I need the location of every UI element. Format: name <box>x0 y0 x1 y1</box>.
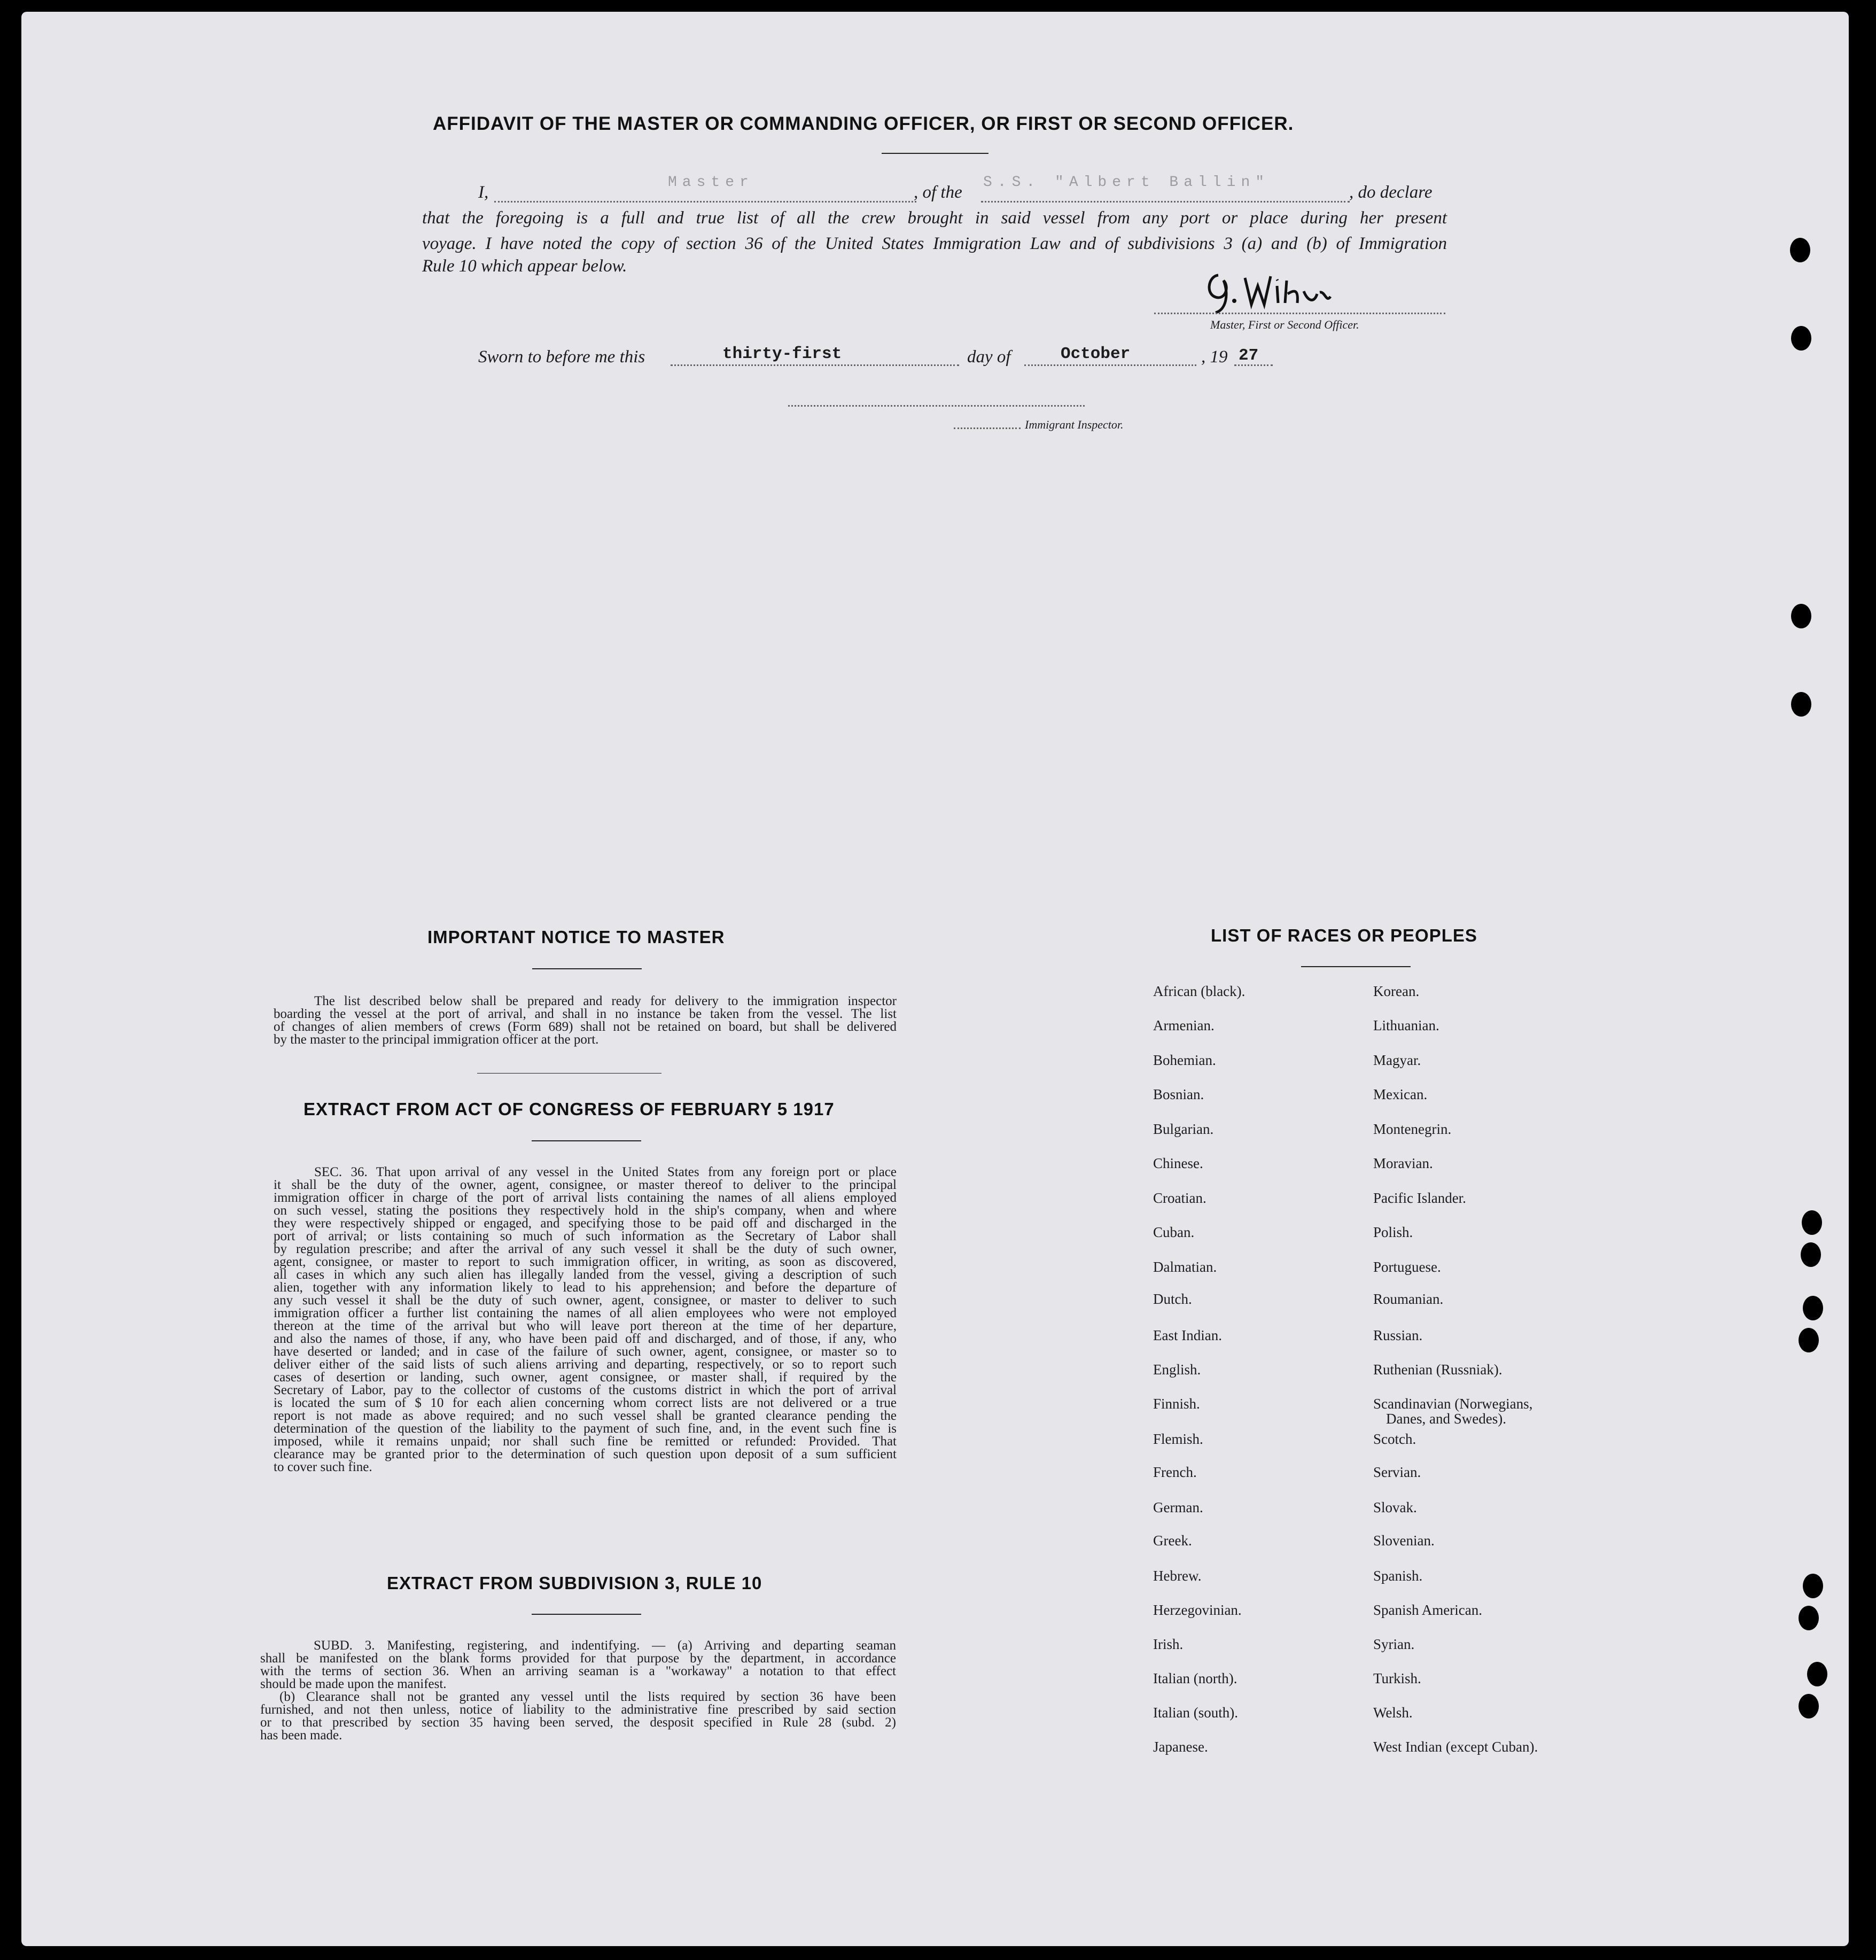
race-item: Japanese. <box>1153 1739 1208 1755</box>
affidavit-i: I, <box>478 183 489 202</box>
race-item: Spanish American. <box>1373 1602 1482 1618</box>
divider <box>532 1614 641 1615</box>
act-line: immigration officer in charge of the port of arrival lists containing the names of all aliens employed <box>274 1191 897 1205</box>
race-item: East Indian. <box>1153 1327 1222 1343</box>
rule-line: shall be manifested on the blank forms provided for that purpose by the department, in accordance <box>260 1651 896 1666</box>
affidavit-line-4: Rule 10 which appear below. <box>422 256 627 276</box>
act-line: alien, together with any information likely to lead to his apprehension; and before the departure of <box>274 1280 897 1295</box>
race-item: Greek. <box>1153 1533 1192 1549</box>
race-item: Roumanian. <box>1373 1291 1444 1307</box>
race-item: Herzegovinian. <box>1153 1602 1242 1618</box>
act-line: on such vessel, stating the positions they respectively hold in the ship's company, when and where <box>274 1203 897 1218</box>
divider <box>532 968 642 969</box>
race-item: Servian. <box>1373 1464 1421 1480</box>
divider <box>477 1073 661 1074</box>
race-item: Lithuanian. <box>1373 1017 1439 1033</box>
sworn-prefix: Sworn to before me this <box>478 347 645 367</box>
punch-hole <box>1791 692 1811 717</box>
sworn-month: October <box>1061 345 1131 363</box>
race-item: Dutch. <box>1153 1291 1192 1307</box>
act-line: report is not made as above required; and no such vessel shall be granted clearance pending the <box>274 1409 897 1423</box>
race-item: Syrian. <box>1373 1636 1415 1652</box>
race-item: Dalmatian. <box>1153 1259 1217 1275</box>
rule-line: furnished, and not then unless, notice of liability to the administrative fine prescribed by said section <box>260 1702 896 1717</box>
race-item: Spanish. <box>1373 1568 1423 1584</box>
notice-text <box>274 995 897 1046</box>
punch-hole <box>1802 1210 1822 1235</box>
extract-rule-title: EXTRACT FROM SUBDIVISION 3, RULE 10 <box>387 1573 762 1593</box>
extract-act-title: EXTRACT FROM ACT OF CONGRESS OF FEBRUARY 5 1917 <box>303 1099 835 1119</box>
race-item: Montenegrin. <box>1373 1121 1452 1137</box>
rule-line: SUBD. 3. Manifesting, registering, and indentifying. — (a) Arriving and departing seaman <box>314 1638 896 1653</box>
act-line: they were respectively shipped or engaged, and specifying those to be paid off and discharged in the <box>274 1216 897 1231</box>
race-item: Flemish. <box>1153 1431 1203 1447</box>
notice-title: IMPORTANT NOTICE TO MASTER <box>427 927 725 947</box>
race-item: Chinese. <box>1153 1155 1203 1171</box>
rule-line: with the terms of section 36. When an arriving seaman is a "workaway" a notation to that effect <box>260 1664 896 1678</box>
inspector-line <box>788 405 1085 407</box>
race-item: Bosnian. <box>1153 1086 1204 1102</box>
race-item: Cuban. <box>1153 1224 1195 1240</box>
year-prefix: , 19 <box>1201 347 1228 367</box>
race-item: Portuguese. <box>1373 1259 1441 1275</box>
act-line: cases of desertion or landing, such owner, agent consignee, or master shall, if required by the <box>274 1370 897 1385</box>
master-signature <box>1202 265 1341 318</box>
races-title: LIST OF RACES OR PEOPLES <box>1211 925 1477 945</box>
race-item: Bulgarian. <box>1153 1121 1214 1137</box>
signature-line <box>1154 313 1445 314</box>
race-item: Ruthenian (Russniak). <box>1373 1362 1503 1378</box>
act-line: deliver either of the said lists of such aliens arriving and departing, respectively, or so to report such <box>274 1357 897 1372</box>
act-line: Secretary of Labor, pay to the collector of customs of the customs district in which the port of arrival <box>274 1383 897 1397</box>
race-item: Welsh. <box>1373 1705 1413 1721</box>
punch-hole <box>1790 238 1810 262</box>
punch-hole <box>1799 1694 1819 1718</box>
act-line: immigration officer a further list containing the names of all alien employees who were not employed <box>274 1306 897 1320</box>
inspector-line-2 <box>954 427 1021 429</box>
act-line: to cover such fine. <box>274 1460 372 1474</box>
act-line: all cases in which any such alien has illegally landed from the vessel, giving a description of such <box>274 1267 897 1282</box>
master-filled: Master <box>668 174 754 191</box>
signature-caption: Master, First or Second Officer. <box>1210 318 1359 331</box>
race-item: French. <box>1153 1464 1197 1480</box>
race-item: English. <box>1153 1362 1201 1378</box>
vessel-filled: S.S. "Albert Ballin" <box>983 174 1270 191</box>
notice-line: of changes of alien members of crews (Form 689) shall not be retained on board, but shall be delivered <box>274 1020 897 1034</box>
race-item: West Indian (except Cuban). <box>1373 1739 1538 1755</box>
race-item: African (black). <box>1153 983 1246 999</box>
race-item: Moravian. <box>1373 1155 1433 1171</box>
act-line: it shall be the duty of the owner, agent, consignee, or master thereof to deliver to the principal <box>274 1178 897 1192</box>
race-item: Korean. <box>1373 983 1420 999</box>
notice-line: by the master to the principal immigration officer at the port. <box>274 1032 599 1047</box>
race-item: Slovak. <box>1373 1499 1417 1515</box>
race-item: Italian (north). <box>1153 1670 1237 1686</box>
punch-hole <box>1799 1606 1819 1630</box>
sworn-day-field <box>671 364 959 366</box>
act-line: and also the names of those, if any, who have been paid off and discharged, and of those, if any, who <box>274 1332 897 1346</box>
affidavit-declare: , do declare <box>1349 183 1433 202</box>
affidavit-title: AFFIDAVIT OF THE MASTER OR COMMANDING OFFICER, OR FIRST OR SECOND OFFICER. <box>433 113 1294 134</box>
punch-hole <box>1791 326 1811 351</box>
race-item: Italian (south). <box>1153 1705 1238 1721</box>
race-item: Bohemian. <box>1153 1052 1216 1068</box>
divider <box>1301 966 1411 967</box>
master-name-field <box>494 201 916 203</box>
race-item: Hebrew. <box>1153 1568 1202 1584</box>
act-line: have deserted or landed; and in case of the failure of such owner, agent, consignee, or master so to <box>274 1344 897 1359</box>
punch-hole <box>1799 1328 1819 1352</box>
race-item: Scandinavian (Norwegians, <box>1373 1396 1533 1412</box>
sworn-year: 27 <box>1239 346 1259 365</box>
notice-line: The list described below shall be prepared and ready for delivery to the immigration inspector <box>314 994 897 1008</box>
divider <box>882 153 988 154</box>
rule-line: has been made. <box>260 1728 342 1743</box>
rule-line: or to that prescribed by section 35 having been served, the desposit specified in Rule 28 (subd. 2) <box>260 1715 896 1730</box>
act-line: port of arrival; or lists containing so much of such information as the Secretary of Labor shall <box>274 1229 897 1243</box>
race-item: Mexican. <box>1373 1086 1428 1102</box>
race-item: Scotch. <box>1373 1431 1416 1447</box>
act-line: agent, consignee, or master to report to such immigration officer, in writing, as soon as discovered, <box>274 1255 897 1269</box>
act-line: imposed, while it remains unpaid; nor shall such fine be remitted or refunded: Provided. That <box>274 1434 897 1449</box>
vessel-name-field <box>981 201 1350 203</box>
sworn-day: thirty-first <box>722 345 842 363</box>
act-line: clearance may be granted prior to the determination of such question upon deposit of a sum sufficient <box>274 1447 897 1461</box>
race-item-continuation: Danes, and Swedes). <box>1386 1411 1506 1427</box>
race-item: Croatian. <box>1153 1190 1206 1206</box>
race-item: Russian. <box>1373 1327 1423 1343</box>
act-line: is located the sum of $ 10 for each alien concerning whom correct lists are not delivered or a true <box>274 1396 897 1410</box>
inspector-caption: Immigrant Inspector. <box>1025 418 1124 431</box>
race-item: Armenian. <box>1153 1017 1215 1033</box>
act-line: thereon at the time of the arrival but who will leave port thereon at the time of her departure, <box>274 1319 897 1333</box>
divider <box>532 1140 641 1141</box>
year-field <box>1234 364 1273 366</box>
punch-hole <box>1801 1242 1821 1267</box>
race-item: Pacific Islander. <box>1373 1190 1466 1206</box>
day-of: day of <box>967 347 1011 367</box>
affidavit-line-2: that the foregoing is a full and true list of all the crew brought in said vessel from any port or place during her present <box>422 208 1447 228</box>
extract-rule-text <box>260 1639 896 1742</box>
act-line: determination of the question of the liability to the payment of such fine, and, in the event such fine is <box>274 1421 897 1436</box>
extract-act-text <box>274 1166 897 1474</box>
act-line: by regulation prescribe; and after the arrival of any such vessel it shall be the duty of such owner, <box>274 1242 897 1256</box>
act-line: any such vessel it shall be the duty of such owner, agent, consignee, or master to deliver to such <box>274 1293 897 1308</box>
race-item: Turkish. <box>1373 1670 1421 1686</box>
punch-hole <box>1791 604 1811 628</box>
punch-hole <box>1803 1296 1823 1320</box>
affidavit-line-3: voyage. I have noted the copy of section 36 of the United States Immigration Law and of subdivisions 3 (a) and (b) of Immigration <box>422 234 1447 253</box>
race-item: Polish. <box>1373 1224 1413 1240</box>
notice-line: boarding the vessel at the port of arrival, and shall in no instance be taken from the vessel. The list <box>274 1007 897 1021</box>
punch-hole <box>1807 1662 1827 1686</box>
act-line: SEC. 36. That upon arrival of any vessel in the United States from any foreign port or place <box>314 1165 897 1179</box>
punch-hole <box>1803 1574 1823 1598</box>
sworn-month-field <box>1024 364 1196 366</box>
race-item: Irish. <box>1153 1636 1184 1652</box>
race-item: Finnish. <box>1153 1396 1200 1412</box>
affidavit-of-the: , of the <box>914 183 962 202</box>
race-item: Magyar. <box>1373 1052 1421 1068</box>
rule-line: (b) Clearance shall not be granted any vessel until the lists required by section 36 have been <box>279 1690 896 1704</box>
race-item: German. <box>1153 1499 1203 1515</box>
race-item: Slovenian. <box>1373 1533 1435 1549</box>
rule-line: should be made upon the manifest. <box>260 1677 447 1691</box>
